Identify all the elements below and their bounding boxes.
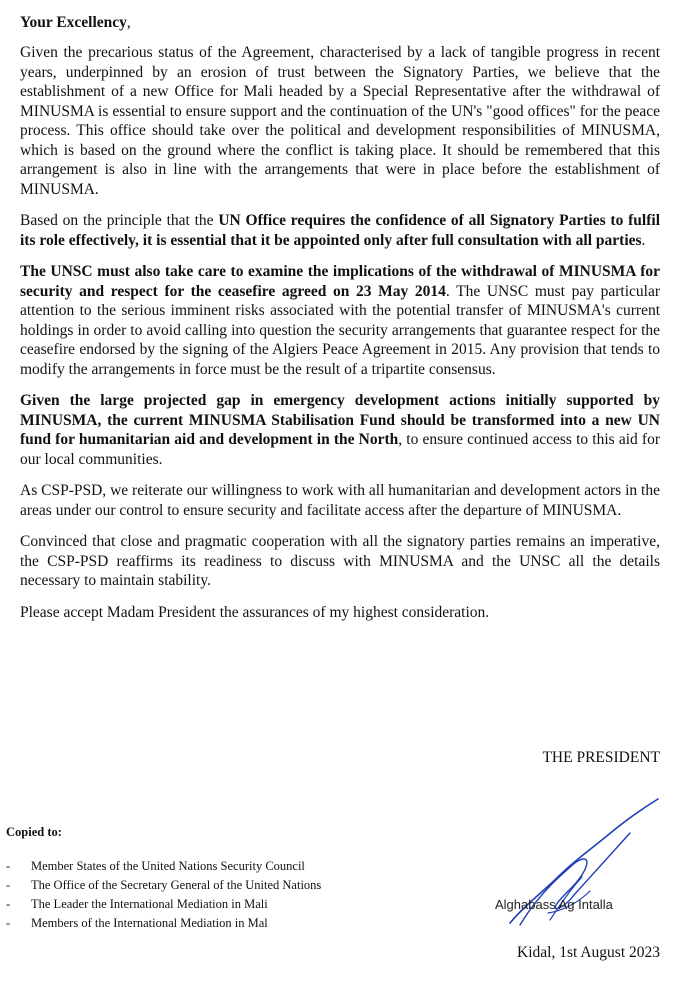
paragraph-cooperation-humanitarian: As CSP-PSD, we reiterate our willingness to work with all humanitarian and development actors in the areas under our control to ensure security and facilitate access after the departure of MINUSMA. <box>20 482 660 519</box>
paragraph-unsc-ceasefire: The UNSC must also take care to examine the implications of the withdrawal of MINUSMA for security and respect for the ceasefire agreed on 23 May 2014. The UNSC must pay particular attention to the serious imminent risks associated with the potential transfer of MINUSMA's current holdings in order to avoid calling into question the security arrangements that guarantee respect for the ceasefire endorsed by the signing of the Algiers Peace Agreement in 2015. Any provision that tends to modify the arrangements in force must be the result of a tripartite consensus. <box>20 263 660 378</box>
list-item: - The Leader the International Mediation in Mali <box>6 897 268 911</box>
paragraph-readiness: Convinced that close and pragmatic cooperation with all the signatory parties remains an imperative, the CSP-PSD reaffirms its readiness to discuss with MINUSMA and the UNSC all the details necessary to maintain stability. <box>20 533 660 589</box>
paragraph-stabilisation-fund: Given the large projected gap in emergency development actions initially supported by MINUSMA, the current MINUSMA Stabilisation Fund should be transformed into a new UN fund for humanitarian aid and development in the North, to ensure continued access to this aid for our local communities. <box>20 392 660 468</box>
signatory-name: Alghabass Ag Intalla <box>495 897 613 912</box>
signatory-title: THE PRESIDENT <box>542 749 660 766</box>
list-item: - Member States of the United Nations Security Council <box>6 859 305 873</box>
letter-body <box>20 13 660 622</box>
list-item: - Members of the International Mediation in Mal <box>6 916 268 930</box>
place-and-date: Kidal, 1st August 2023 <box>517 944 660 961</box>
handwritten-signature <box>490 795 670 935</box>
paragraph-un-office-confidence: Based on the principle that the UN Office requires the confidence of all Signatory Parties to fulfil its role effectively, it is essential that it be appointed only after full consultation with all parties. <box>20 212 660 249</box>
copied-to-heading: Copied to: <box>6 825 62 839</box>
copied-to-list <box>6 857 321 933</box>
list-item: - The Office of the Secretary General of the United Nations <box>6 878 322 892</box>
paragraph-office-for-mali: Given the precarious status of the Agreement, characterised by a lack of tangible progress in recent years, underpinned by an erosion of trust between the Signatory Parties, we believe that the establishment of a new Office for Mali headed by a Special Representative after the withdrawal of MINUSMA is essential to ensure support and the continuation of the UN's "good offices" for the peace process. This office should take over the political and development responsibilities of MINUSMA, which is based on the ground where the conflict is taking place. It should be remembered that this arrangement is also in line with the arrangements that were in place before the establishment of MINUSMA. <box>20 44 660 198</box>
salutation: Your Excellency, <box>20 14 131 31</box>
closing-line: Please accept Madam President the assurances of my highest consideration. <box>20 603 490 621</box>
